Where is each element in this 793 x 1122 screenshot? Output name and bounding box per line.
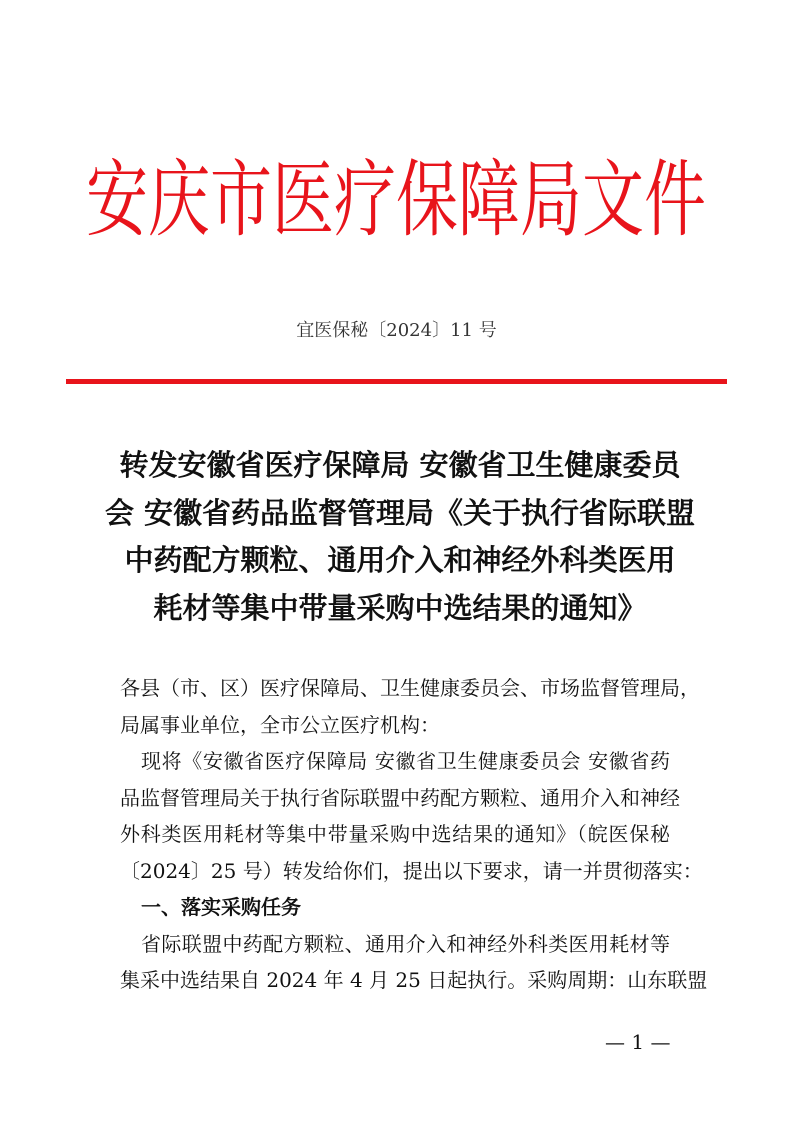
body-line: 集采中选结果自 2024 年 4 月 25 日起执行。采购周期：山东联盟 <box>120 968 708 992</box>
section-heading: 一、落实采购任务 <box>141 895 301 919</box>
document-title <box>100 442 700 632</box>
red-divider <box>66 379 727 384</box>
body-line: 局属事业单位，全市公立医疗机构： <box>120 712 440 737</box>
body-line: 省际联盟中药配方颗粒、通用介入和神经外科类医用耗材等 <box>141 931 670 956</box>
masthead-title: 安庆市医疗保障局文件 <box>85 150 706 249</box>
page-number: — 1 — <box>605 1030 671 1054</box>
title-line: 耗材等集中带量采购中选结果的通知》 <box>153 590 647 625</box>
body-line: 品监督管理局关于执行省际联盟中药配方颗粒、通用介入和神经 <box>120 785 680 810</box>
body-line: 现将《安徽省医疗保障局 安徽省卫生健康委员会 安徽省药 <box>141 749 670 773</box>
document-number: 宜医保秘〔2024〕11 号 <box>296 320 497 341</box>
title-line: 中药配方颗粒、通用介入和神经外科类医用 <box>124 543 676 577</box>
body-line: 〔2024〕25 号）转发给你们，提出以下要求，请一并贯彻落实： <box>120 858 703 883</box>
title-line: 会 安徽省药品监督管理局《关于执行省际联盟 <box>104 495 696 530</box>
document-body <box>120 670 708 999</box>
body-line: 外科类医用耗材等集中带量采购中选结果的通知》（皖医保秘 <box>120 822 670 846</box>
title-line: 转发安徽省医疗保障局 安徽省卫生健康委员 <box>119 448 681 482</box>
body-line: 各县（市、区）医疗保障局、卫生健康委员会、市场监督管理局， <box>120 676 700 700</box>
